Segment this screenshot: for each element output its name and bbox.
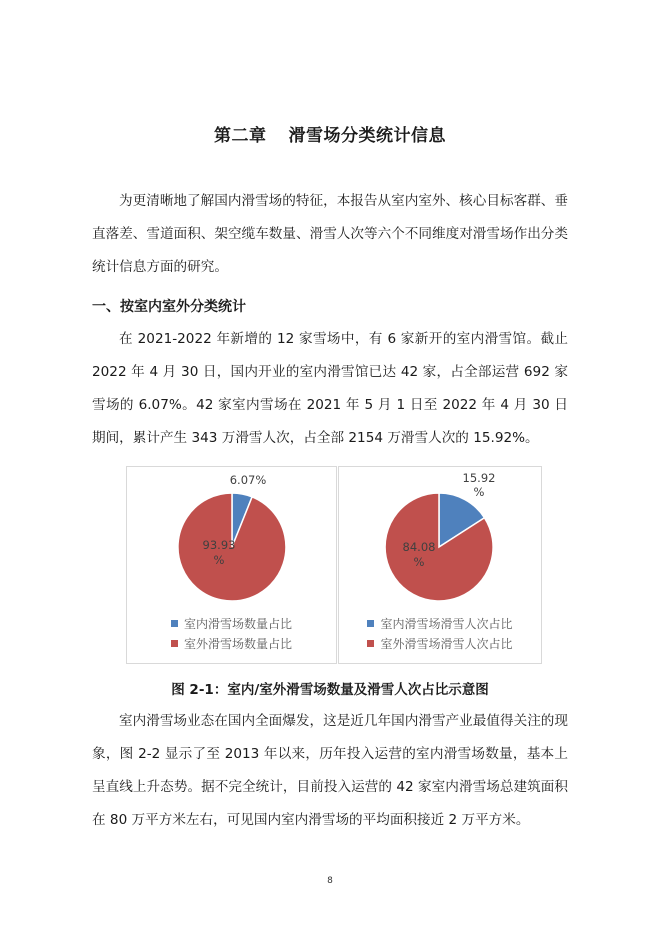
legend-item-outdoor: 室外滑雪场数量占比 [127, 633, 336, 653]
legend-swatch-outdoor [367, 640, 374, 647]
figure-caption: 图 2-1：室内/室外滑雪场数量及滑雪人次占比示意图 [171, 682, 489, 698]
chapter-number: 第二章 [214, 126, 267, 146]
label-outdoor: 93.93 [202, 538, 236, 552]
paragraph-indoor-growth: 室内滑雪场业态在国内全面爆发，这是近几年国内滑雪产业最值得关注的现象，图 2-2 显示了至 2013 年以来，历年投入运营的室内滑雪场数量，基本上呈直线上升态势。据不完全统计，目前投入运营的 42 家室内滑雪场总建筑面积在 80 万平方米左右，可见国内室内滑雪场的平均面积接近 2 万平方米。 [92, 713, 568, 828]
legend-swatch-indoor [367, 620, 374, 627]
legend-item-indoor: 室内滑雪场滑雪人次占比 [339, 613, 541, 633]
svg-text:%: % [413, 555, 425, 569]
chapter-title [0, 121, 660, 146]
page-number: 8 [327, 876, 333, 886]
pie-chart-venue-count [126, 466, 337, 664]
chapter-name: 滑雪场分类统计信息 [288, 126, 446, 146]
label-indoor: 15.92 [462, 471, 496, 485]
section-heading: 一、按室内室外分类统计 [92, 299, 246, 315]
pie-plot [127, 467, 336, 607]
pie-chart-skier-visits [338, 466, 542, 664]
label-indoor: 6.07% [229, 473, 267, 487]
legend-item-outdoor: 室外滑雪场滑雪人次占比 [339, 633, 541, 653]
legend-swatch-outdoor [171, 640, 178, 647]
svg-text:%: % [473, 485, 485, 499]
paragraph-indoor-stats: 在 2021-2022 年新增的 12 家雪场中，有 6 家新开的室内滑雪馆。截止 2022 年 4 月 30 日，国内开业的室内滑雪馆已达 42 家，占全部运营 692 家雪场的 6.07%。42 家室内雪场在 2021 年 5 月 1 日至 2022 年 4 月 30 日期间，累计产生 343 万滑雪人次，占全部 2154 万滑雪人次的 15.92%。 [92, 331, 568, 446]
chart-legend [339, 613, 541, 653]
svg-text:%: % [213, 553, 225, 567]
legend-swatch-indoor [171, 620, 178, 627]
pie-plot [339, 467, 541, 607]
intro-paragraph: 为更清晰地了解国内滑雪场的特征，本报告从室内室外、核心目标客群、垂直落差、雪道面积、架空缆车数量、滑雪人次等六个不同维度对滑雪场作出分类统计信息方面的研究。 [92, 193, 568, 275]
chart-legend [127, 613, 336, 653]
legend-item-indoor: 室内滑雪场数量占比 [127, 613, 336, 633]
label-outdoor: 84.08 [402, 540, 436, 554]
